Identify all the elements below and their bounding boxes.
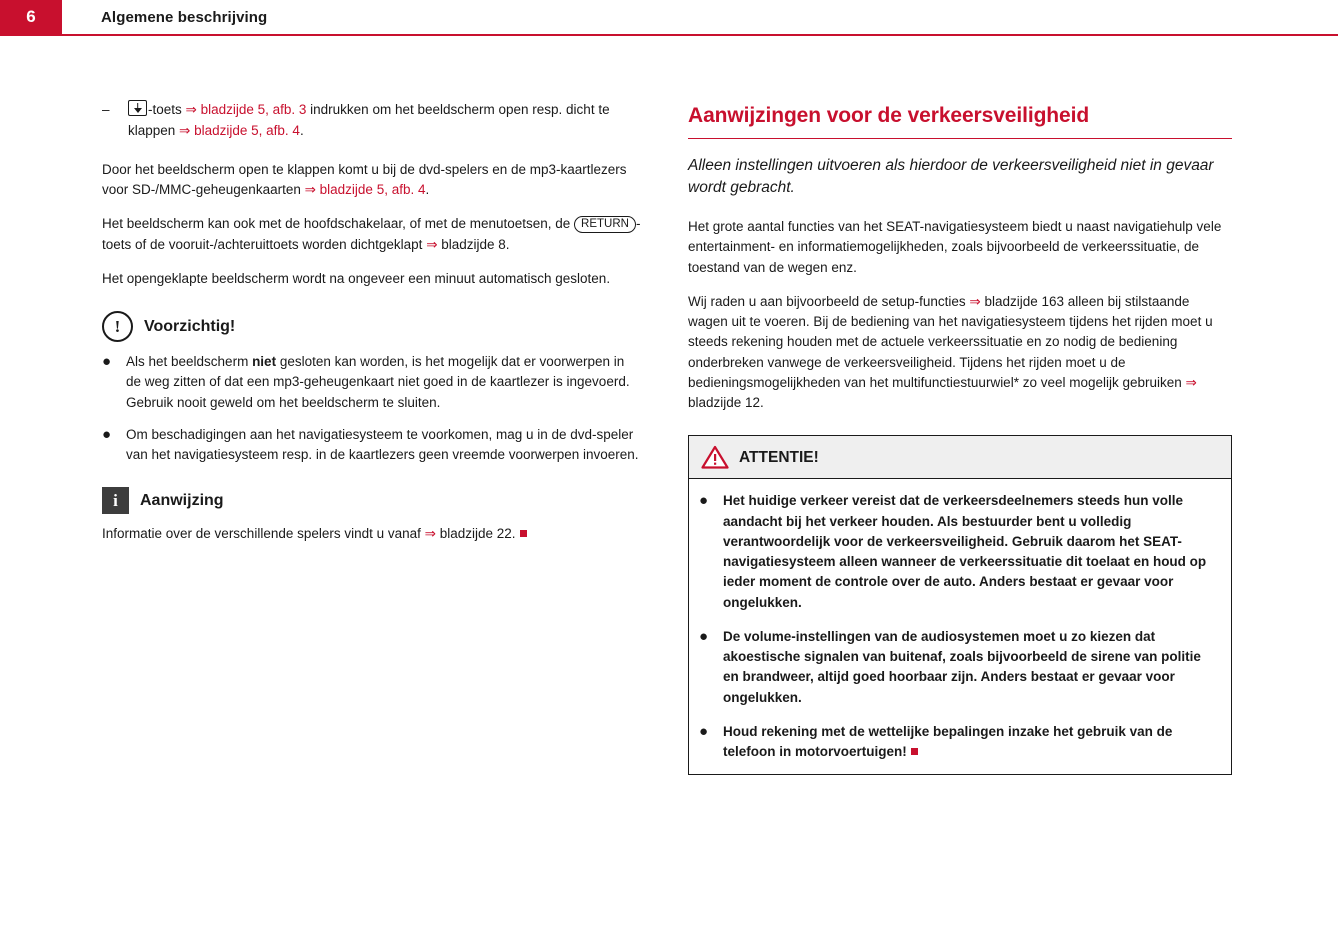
paragraph-close-display [102,214,642,255]
page-title: Algemene beschrijving [101,9,268,26]
list-item-text: De volume-instellingen van de audiosystemen moet u zo kiezen dat akoestische signalen van buitenaf, zoals bijvoorbeeld de sirene van politie en brandweer, altijd goed hoorbaar zijn. Anders bestaat er gevaar voor ongelukken. [723,628,1201,705]
display-key-icon [128,100,147,116]
bullet-dot: ● [699,627,709,645]
list-item-text: Het huidige verkeer vereist dat de verkeersdeelnemers steeds hun volle aandacht bij het verkeer houden. Als bestuurder bent u volledig verantwoordelijk voor de verkeersveiligheid. Gebruik daarom het SEAT-navigatiesysteem alleen wanneer de verkeerssituatie dit toelaat en houd op ieder moment de controle over de auto. Anders bestaat er gevaar voor ongelukken. [723,493,1207,610]
header-divider [0,34,1338,36]
list-item [102,352,642,413]
list-item-text: Om beschadigingen aan het navigatiesysteem te voorkomen, mag u in de dvd-speler van het navigatiesysteem resp. in de kaartlezers geen vreemde voorwerpen invoeren. [126,426,639,463]
page-header [0,0,1338,36]
para2-text-a: Het beeldscherm kan ook met de hoofdschakelaar, of met de menutoetsen, de [102,216,575,232]
page-number: 6 [0,0,62,34]
dash-text-part1: -toets [148,102,186,117]
info-glyph: i [113,491,118,511]
note-text-a: Informatie over de verschillende spelers vindt u vanaf [102,526,425,542]
paragraph-note-body [102,524,642,544]
bullet0-text-a: Als het beeldscherm [126,354,253,370]
end-of-section-marker [911,748,918,755]
attention-box [688,435,1232,775]
para2-text-b: -toets of de vooruit-/achteruittoets worden dichtgeklapt [102,216,641,252]
list-item [699,491,1217,613]
cross-reference[interactable]: bladzijde 5, afb. 3 [196,102,307,117]
list-item [102,100,642,142]
list-item-text [128,100,642,142]
section-title: Aanwijzingen voor de verkeersveiligheid [688,104,1090,127]
list-item [102,425,642,466]
section-divider [688,138,1232,140]
para1-text-b: . [425,182,430,198]
attention-bullet2-text: Houd rekening met de wettelijke bepalingen inzake het gebruik van de telefoon in motorvoertuigen! [723,723,1173,760]
list-item [699,722,1217,763]
info-square-icon [102,487,129,514]
bullet-dot: ● [102,353,112,371]
cross-reference[interactable]: bladzijde 5, afb. 4 [315,182,426,198]
paragraph-auto-close: Het opengeklapte beeldscherm wordt na ongeveer een minuut automatisch gesloten. [102,270,611,286]
arrow-glyph: ⇒ [185,102,197,117]
note-text-b: bladzijde 22. [435,526,516,542]
exclamation-circle-icon [102,311,133,342]
list-item [699,627,1217,708]
end-of-section-marker [520,530,527,537]
bullet0-text-b: gesloten kan worden, is het mogelijk dat er voorwerpen in de weg zitten of dat een mp3-geheugenkaart niet goed in de kaartlezer is ingevoerd. Gebruik nooit geweld om het beeldscherm te sluiten. [126,354,630,410]
paragraph-display-open [102,160,642,201]
attention-title: ATTENTIE! [739,448,819,466]
note-heading [102,487,642,514]
paragraph-setup-advice [688,292,1232,414]
attention-body [689,479,1231,774]
right-column [688,100,1232,775]
para1-text-a: Door het beeldscherm open te klappen komt u bij de dvd-spelers en de mp3-kaartlezers voor SD-/MMC-geheugenkaarten [102,161,627,198]
caution-heading [102,311,642,342]
bullet-dot: ● [102,425,112,443]
arrow-glyph: ⇒ [969,293,981,309]
note-title: Aanwijzing [140,491,224,509]
bullet-dot: ● [699,492,709,510]
list-item-text [723,722,1217,763]
rpara2-text-c: bladzijde 12. [688,395,764,411]
section-lead-text: Alleen instellingen uitvoeren als hierdoor de verkeersveiligheid niet in gevaar wordt gebracht. [688,157,1214,197]
return-key-label: RETURN [574,216,636,233]
para2-text-c: bladzijde 8. [437,236,510,252]
paragraph-functions: Het grote aantal functies van het SEAT-navigatiesysteem biedt u naast navigatiehulp vele entertainment- en informatiemogelijkheden, zoals bijvoorbeeld de verkeerssituatie, de toestand van de wegen enz. [688,219,1222,275]
dash-text-part2: indrukken om het beeldscherm open resp. dicht te klappen [128,102,610,138]
bullet0-bold: niet [252,354,277,370]
cross-reference[interactable]: bladzijde 5, afb. 4 [190,122,300,138]
attention-header [689,436,1231,479]
warning-triangle-icon [701,445,729,469]
list-item-text [126,352,642,413]
arrow-glyph: ⇒ [424,526,436,542]
exclamation-glyph: ! [114,317,121,337]
arrow-glyph: ⇒ [1185,374,1197,390]
dash-marker: – [102,102,110,117]
rpara2-text-b: bladzijde 163 alleen bij stilstaande wagen uit te voeren. Bij de bediening van het navigatiesysteem tijdens het rijden moet u steeds rekening houden met de actuele verkeerssituatie en zo nodig de bediening onderbreken vanwege de verkeersveiligheid. Tijdens het rijden moet u de bedieningsmogelijkheden van het multifunctiestuurwiel* zo veel mogelijk gebruiken [688,293,1213,390]
caution-title: Voorzichtig! [144,317,236,335]
arrow-glyph: ⇒ [426,236,438,252]
dash-text-part3: . [299,122,304,138]
arrow-glyph: ⇒ [179,122,191,138]
bullet-dot: ● [699,722,709,740]
arrow-glyph: ⇒ [304,182,316,198]
left-column [102,100,642,559]
rpara2-text-a: Wij raden u aan bijvoorbeeld de setup-functies [688,293,970,309]
